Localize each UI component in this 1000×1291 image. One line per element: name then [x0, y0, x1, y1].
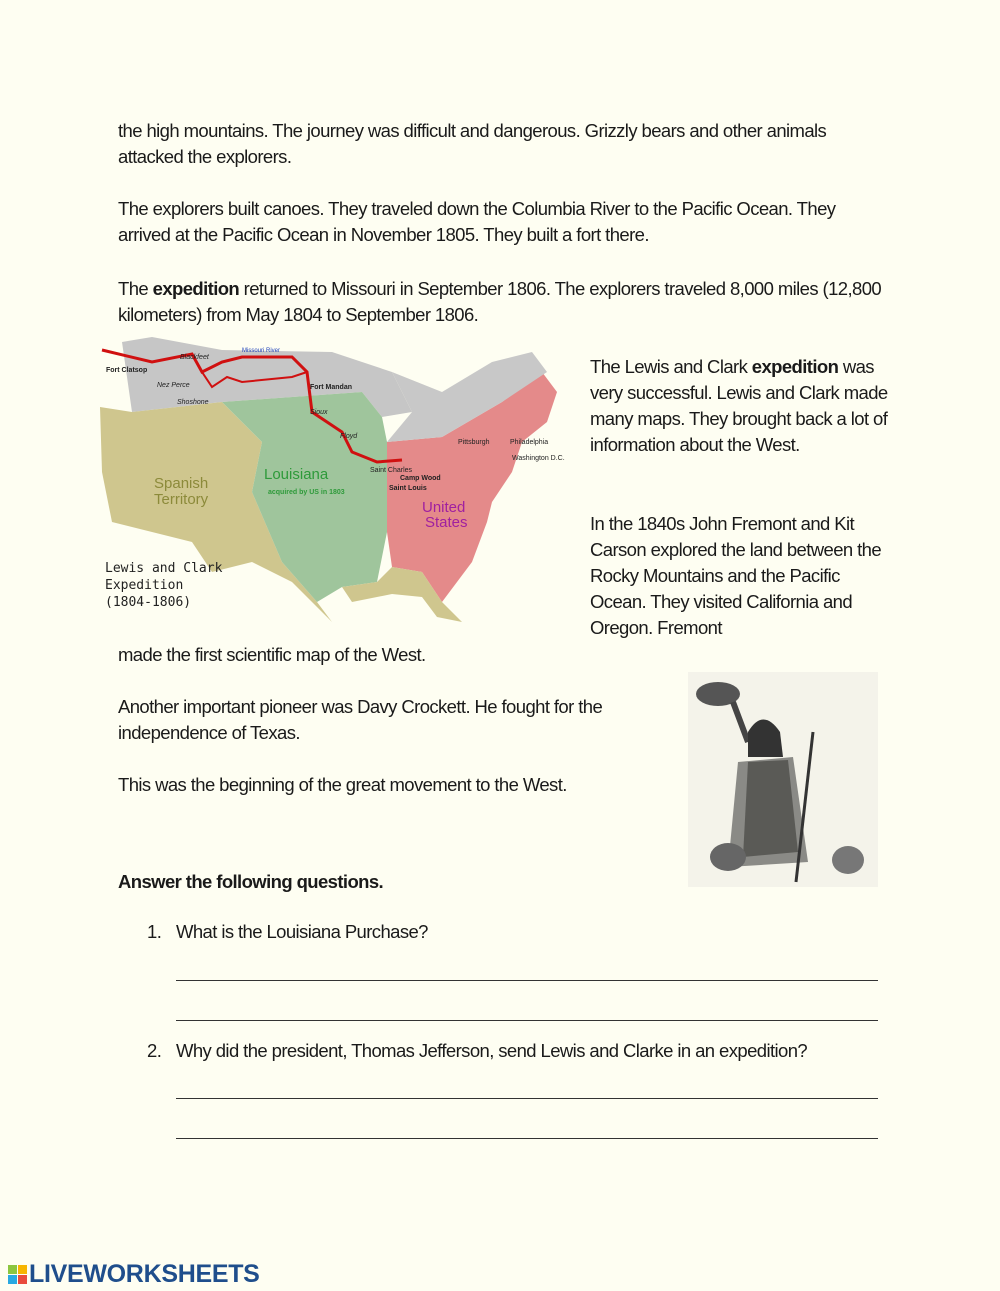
map-label-fort-mandan: Fort Mandan — [310, 384, 352, 391]
map-label-camp-wood: Camp Wood — [400, 475, 441, 482]
answer-line-1b[interactable] — [176, 1020, 878, 1021]
paragraph-successful: The Lewis and Clark expedition was very successful. Lewis and Clark made many maps. They brought back a lot of information about the West. — [590, 356, 888, 455]
paragraph-mountains: the high mountains. The journey was difficult and dangerous. Grizzly bears and other animals attacked the explorers. — [118, 120, 827, 167]
paragraph-fremont-cont: made the first scientific map of the West. — [118, 644, 426, 665]
davy-crockett-portrait — [688, 672, 878, 887]
map-label-floyd: Floyd — [340, 433, 358, 440]
map-label-nez-perce: Nez Perce — [157, 382, 190, 389]
answer-line-2a[interactable] — [176, 1098, 878, 1099]
map-title-line2: Expedition — [105, 578, 184, 593]
map-label-philadelphia: Philadelphia — [510, 439, 549, 446]
paragraph-fremont: In the 1840s John Fremont and Kit Carson explored the land between the Rocky Mountains and the Pacific Ocean. They visited California and Oregon. Fremont — [590, 513, 882, 638]
map-label-acquired: acquired by US in 1803 — [268, 489, 345, 496]
map-label-saint-louis: Saint Louis — [389, 485, 427, 492]
question-1: 1. What is the Louisiana Purchase? — [147, 921, 428, 942]
questions-heading: Answer the following questions. — [118, 871, 384, 892]
paragraph-crockett: Another important pioneer was Davy Crockett. He fought for the independence of Texas. — [118, 696, 603, 743]
map-label-washington: Washington D.C. — [512, 455, 565, 462]
map-label-spanish: Spanish — [154, 475, 209, 492]
liveworksheets-logo[interactable] — [8, 1261, 260, 1287]
bold-term: expedition — [152, 278, 240, 299]
map-title-line3: (1804-1806) — [105, 595, 192, 610]
map-label-louisiana: Louisiana — [264, 466, 329, 483]
answer-line-1a[interactable] — [176, 980, 878, 981]
map-label-shoshone: Shoshone — [177, 399, 209, 406]
question-2: 2. Why did the president, Thomas Jefferson, send Lewis and Clarke in an expedition? — [147, 1040, 808, 1061]
lewis-clark-map — [92, 332, 580, 628]
map-label-united: United — [422, 499, 466, 516]
map-label-saint-charles: Saint Charles — [370, 467, 413, 474]
map-label-missouri-river: Missouri River — [242, 348, 281, 354]
paragraph-movement: This was the beginning of the great movement to the West. — [118, 774, 567, 795]
map-label-fort-clatsop: Fort Clatsop — [106, 367, 148, 374]
map-title-line1: Lewis and Clark — [105, 561, 223, 576]
paragraph-return: The expedition returned to Missouri in September 1806. The explorers traveled 8,000 miles (12,800 kilometers) from May 1804 to September 1806. — [118, 278, 882, 325]
map-label-pittsburgh: Pittsburgh — [458, 439, 490, 446]
paragraph-canoes: The explorers built canoes. They traveled down the Columbia River to the Pacific Ocean. They arrived at the Pacific Ocean in November 1805. They built a fort there. — [118, 198, 836, 245]
map-label-territory: Territory — [154, 491, 209, 508]
map-label-states: States — [425, 514, 468, 531]
answer-line-2b[interactable] — [176, 1138, 878, 1139]
logo-blocks-icon — [8, 1265, 27, 1284]
map-label-sioux: Sioux — [310, 409, 328, 416]
bold-term: expedition — [751, 356, 839, 377]
logo-text: LIVEWORKSHEETS — [29, 1260, 260, 1288]
map-label-blackfeet: Blackfeet — [180, 354, 209, 361]
